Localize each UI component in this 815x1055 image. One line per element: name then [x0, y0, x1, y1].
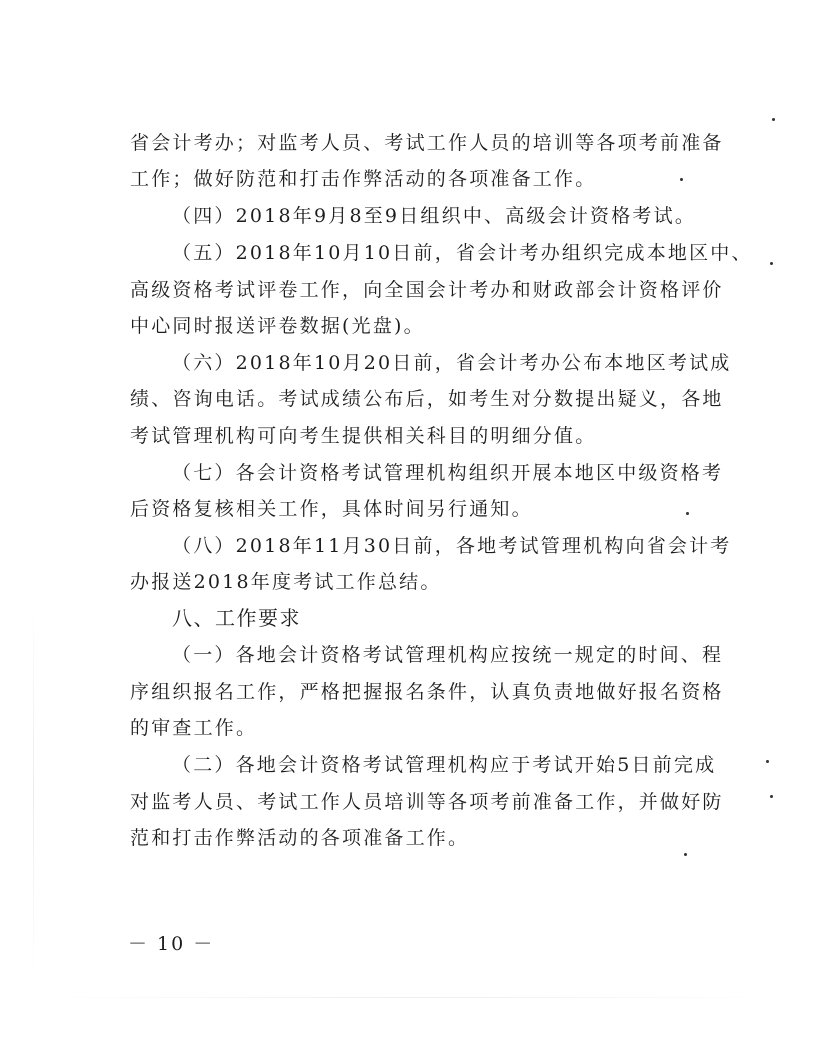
scan-speck — [680, 178, 683, 181]
body-line-2: 工作；做好防范和打击作弊活动的各项准备工作。 — [130, 168, 597, 190]
scan-speck — [686, 512, 689, 515]
body-line-12: （八）2018年11月30日前，各地考试管理机构向省会计考 — [172, 535, 732, 557]
scan-speck — [772, 118, 775, 121]
scan-speck — [684, 853, 687, 856]
body-line-5: 高级资格考试评卷工作，向全国会计考办和财政部会计资格评价 — [130, 279, 724, 301]
body-line-10: （七）各会计资格考试管理机构组织开展本地区中级资格考 — [172, 462, 724, 484]
scan-bottom-shadow — [40, 997, 780, 998]
scan-edge-shadow — [33, 600, 34, 980]
body-line-8: 绩、咨询电话。考试成绩公布后，如考生对分数提出疑义，各地 — [130, 388, 724, 410]
body-line-13: 办报送2018年度考试工作总结。 — [130, 571, 442, 593]
scan-speck — [770, 795, 773, 798]
body-line-17: 的审查工作。 — [130, 717, 258, 739]
body-line-18: （二）各地会计资格考试管理机构应于考试开始5日前完成 — [172, 754, 717, 776]
body-line-1: 省会计考办；对监考人员、考试工作人员的培训等各项考前准备 — [130, 132, 724, 154]
body-line-7: （六）2018年10月20日前，省会计考办公布本地区考试成 — [172, 352, 732, 374]
scan-speck — [766, 760, 769, 763]
body-line-6: 中心同时报送评卷数据(光盘)。 — [130, 315, 425, 337]
body-line-19: 对监考人员、考试工作人员培训等各项考前准备工作，并做好防 — [130, 791, 724, 813]
scan-speck — [770, 262, 773, 265]
body-line-16: 序组织报名工作，严格把握报名条件，认真负责地做好报名资格 — [130, 681, 724, 703]
body-line-9: 考试管理机构可向考生提供相关科目的明细分值。 — [130, 425, 597, 447]
section-heading: 八、工作要求 — [172, 606, 301, 630]
body-line-20: 范和打击作弊活动的各项准备工作。 — [130, 827, 470, 849]
body-line-11: 后资格复核相关工作，具体时间另行通知。 — [130, 498, 533, 520]
page-number: － 10 － — [128, 933, 215, 955]
body-line-15: （一）各地会计资格考试管理机构应按统一规定的时间、程 — [172, 644, 724, 666]
body-line-4: （五）2018年10月10日前，省会计考办组织完成本地区中、 — [172, 242, 753, 264]
body-line-3: （四）2018年9月8至9日组织中、高级会计资格考试。 — [172, 205, 697, 227]
